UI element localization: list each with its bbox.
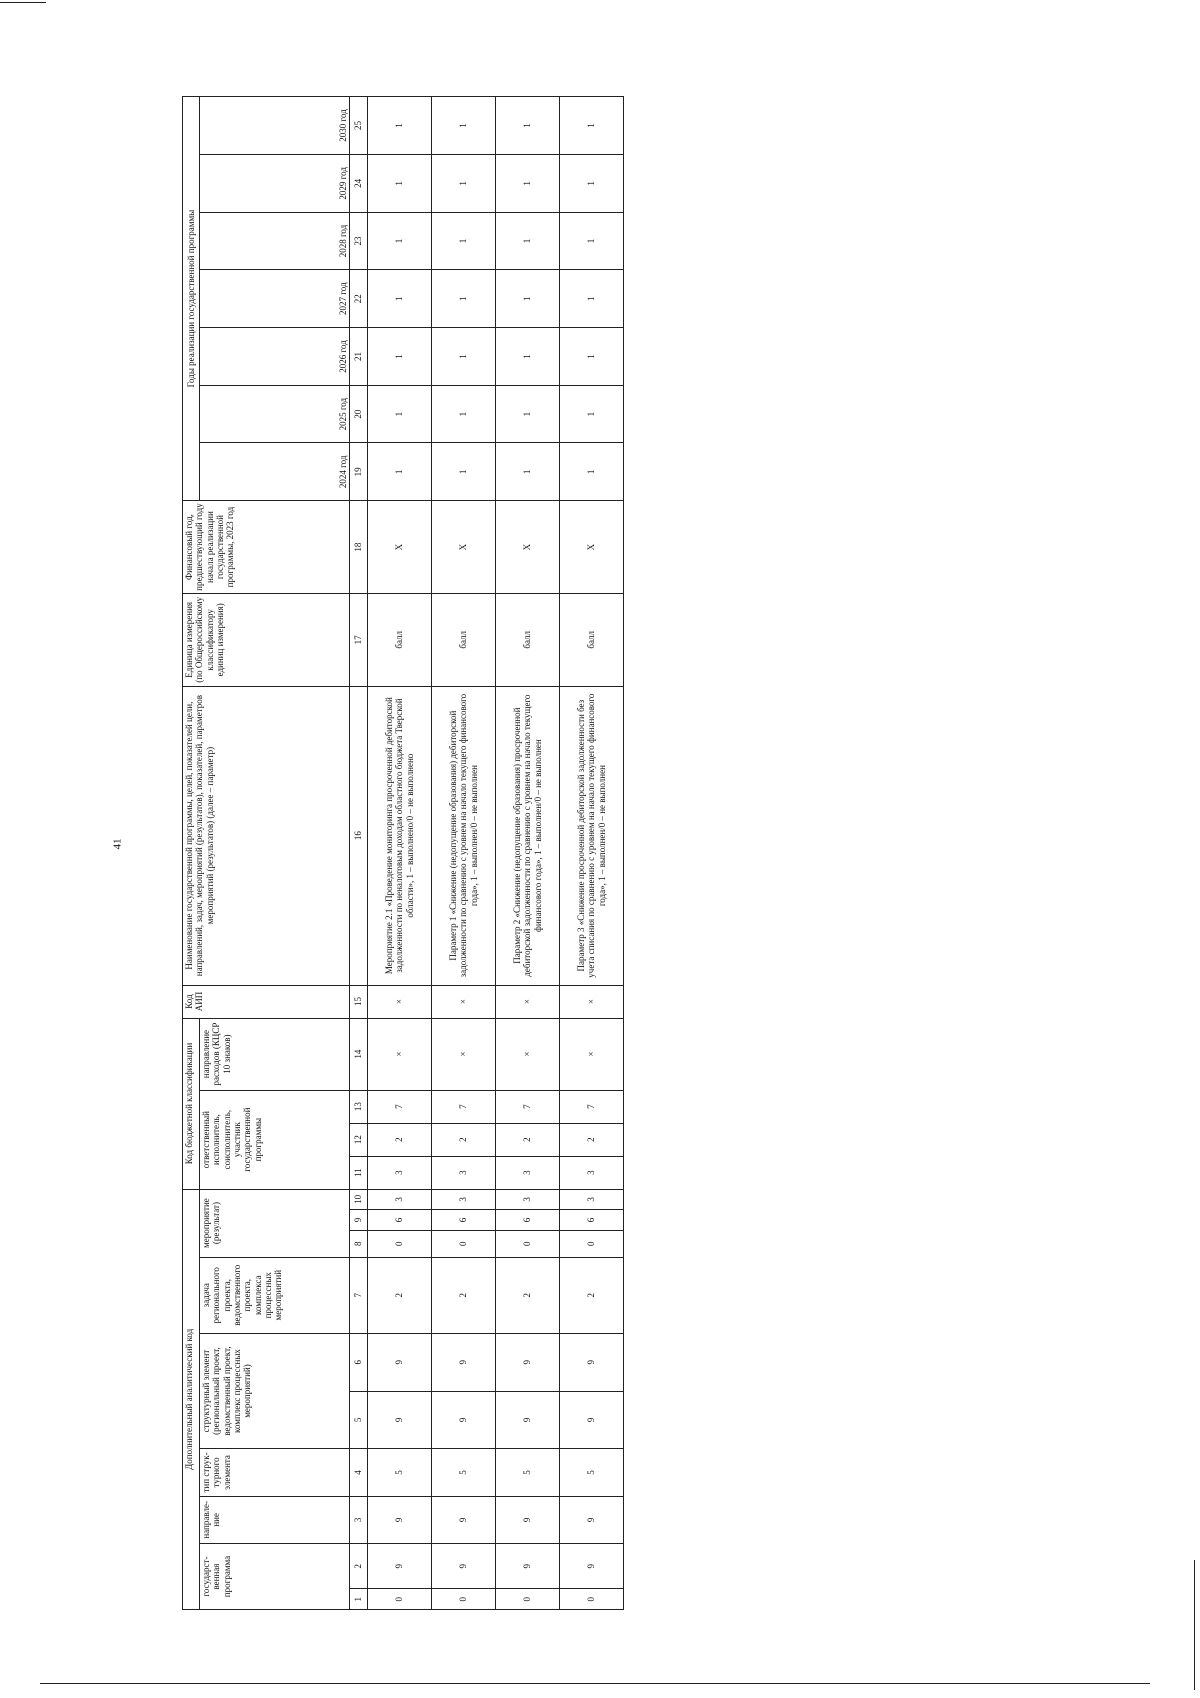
parameter-name: Мероприятие 2.1 «Проведение мониторинга просроченной дебиторской задолженности по неналоговым доходам областного бюджета Тверской области», 1 – выполнено/0 – не выполнено	[368, 686, 432, 985]
code-cell: 6	[432, 1210, 496, 1231]
year-value-cell: 1	[368, 328, 432, 386]
code-cell: 9	[560, 1333, 624, 1391]
column-number: 24	[350, 154, 368, 212]
code-cell: 9	[368, 1496, 432, 1543]
code-cell: 3	[368, 1156, 432, 1189]
year-value-cell: 1	[432, 328, 496, 386]
column-number: 19	[350, 443, 368, 501]
header-gp: государст-венная программа	[200, 1544, 350, 1610]
header-zadacha: задача регионального проекта, ведомственного проекта, комплекса процессных мероприятий	[200, 1257, 350, 1333]
scan-mark-top	[0, 2, 46, 3]
code-cell: ×	[496, 985, 560, 1018]
year-value-cell: 1	[560, 97, 624, 155]
header-mer: мероприятие (результат)	[200, 1189, 350, 1257]
fin-year-cell: Х	[496, 501, 560, 594]
column-number: 21	[350, 328, 368, 386]
code-cell: 9	[496, 1496, 560, 1543]
year-value-cell: 1	[368, 385, 432, 443]
code-cell: 9	[560, 1544, 624, 1589]
header-napr: направле-ние	[200, 1496, 350, 1543]
column-number: 12	[350, 1123, 368, 1156]
parameter-name: Параметр 2 «Снижение (недопущение образования) просроченной дебиторской задолженности по сравнению с уровнем на начало текущего финансового года», 1 – выполнен/0 – не выполнен	[496, 686, 560, 985]
unit-cell: балл	[496, 593, 560, 686]
column-number: 11	[350, 1156, 368, 1189]
header-fin-year: Финансовый год, предшествующий году начала реализации государственной программы, 2023 год	[183, 501, 350, 594]
year-value-cell: 1	[496, 328, 560, 386]
column-number: 13	[350, 1090, 368, 1123]
code-cell: 2	[432, 1257, 496, 1333]
column-number: 23	[350, 212, 368, 270]
parameter-name: Параметр 1 «Снижение (недопущение образования) дебиторской задолженности по сравнению с уровнем на начало текущего финансового года», 1 – выполнен/0 – не выполнен	[432, 686, 496, 985]
page-number: 41	[111, 838, 124, 850]
code-cell: 7	[560, 1090, 624, 1123]
code-cell: 0	[432, 1589, 496, 1610]
code-cell: 7	[432, 1090, 496, 1123]
year-value-cell: 1	[368, 443, 432, 501]
header-kod-aip: Код АИП	[183, 985, 350, 1018]
year-value-cell: 1	[432, 154, 496, 212]
code-cell: 9	[432, 1333, 496, 1391]
column-number: 25	[350, 97, 368, 155]
code-cell: 2	[368, 1257, 432, 1333]
year-value-cell: 1	[496, 443, 560, 501]
column-number: 3	[350, 1496, 368, 1543]
header-year-2024: 2024 год	[200, 443, 350, 501]
year-value-cell: 1	[432, 443, 496, 501]
year-value-cell: 1	[496, 212, 560, 270]
year-value-cell: 1	[368, 154, 432, 212]
year-value-cell: 1	[432, 97, 496, 155]
header-year-2030: 2030 год	[200, 97, 350, 155]
code-cell: 9	[368, 1391, 432, 1449]
parameter-name: Параметр 3 «Снижение просроченной дебиторской задолженности без учета списания по сравнению с уровнем на начало текущего финансового года», 1 – выполнен/0 – не выполнен	[560, 686, 624, 985]
code-cell: 9	[432, 1391, 496, 1449]
column-number: 2	[350, 1544, 368, 1589]
code-cell: 9	[432, 1496, 496, 1543]
column-number: 9	[350, 1210, 368, 1231]
year-value-cell: 1	[496, 270, 560, 328]
header-year-2028: 2028 год	[200, 212, 350, 270]
year-value-cell: 1	[368, 212, 432, 270]
column-numbers-row	[350, 97, 368, 1610]
header-unit: Единица измерения (по Общероссийскому классификатору единиц измерения)	[183, 593, 350, 686]
column-number: 8	[350, 1230, 368, 1257]
code-cell: 3	[368, 1189, 432, 1210]
table-row	[560, 97, 624, 1610]
rotated-table-container	[182, 96, 607, 1610]
header-kbk: Код бюджетной классификации	[183, 1018, 200, 1189]
header-struct: структурный элемент (региональный проект, ведомственный проект, комплекс процессных мероприятий)	[200, 1333, 350, 1448]
column-number: 16	[350, 686, 368, 985]
table-frame	[182, 96, 607, 1610]
year-value-cell: 1	[432, 385, 496, 443]
code-cell: ×	[368, 985, 432, 1018]
code-cell: 2	[432, 1123, 496, 1156]
code-cell: ×	[496, 1018, 560, 1090]
scan-mark-bottom	[40, 1683, 1150, 1684]
code-cell: 9	[496, 1333, 560, 1391]
code-cell: 9	[560, 1496, 624, 1543]
code-cell: 2	[560, 1257, 624, 1333]
table-row	[496, 97, 560, 1610]
code-cell: 2	[368, 1123, 432, 1156]
code-cell: ×	[560, 1018, 624, 1090]
code-cell: 0	[496, 1230, 560, 1257]
unit-cell: балл	[560, 593, 624, 686]
code-cell: 0	[560, 1230, 624, 1257]
code-cell: 3	[560, 1189, 624, 1210]
year-value-cell: 1	[432, 212, 496, 270]
column-number: 5	[350, 1391, 368, 1449]
year-value-cell: 1	[560, 385, 624, 443]
program-table	[182, 96, 624, 1610]
column-number: 4	[350, 1449, 368, 1496]
column-number: 22	[350, 270, 368, 328]
year-value-cell: 1	[496, 97, 560, 155]
code-cell: 0	[496, 1589, 560, 1610]
code-cell: 0	[560, 1589, 624, 1610]
code-cell: 5	[496, 1449, 560, 1496]
fin-year-cell: Х	[432, 501, 496, 594]
header-napr-rash: направление расходов (КЦСР 10 знаков)	[200, 1018, 350, 1090]
code-cell: 6	[368, 1210, 432, 1231]
code-cell: 0	[368, 1230, 432, 1257]
header-year-2026: 2026 год	[200, 328, 350, 386]
year-value-cell: 1	[560, 212, 624, 270]
column-number: 14	[350, 1018, 368, 1090]
code-cell: 3	[432, 1156, 496, 1189]
header-name: Наименование государственной программы, целей, показателей цели, направлений, задач, мероприятий (результатов), показателей, параметров мероприятий (результатов) (далее – параметр)	[183, 686, 350, 985]
code-cell: 9	[560, 1391, 624, 1449]
code-cell: 7	[496, 1090, 560, 1123]
code-cell: 2	[496, 1123, 560, 1156]
code-cell: 3	[496, 1189, 560, 1210]
year-value-cell: 1	[560, 443, 624, 501]
header-year-2025: 2025 год	[200, 385, 350, 443]
code-cell: 3	[496, 1156, 560, 1189]
header-tip: тип струк-турного элемента	[200, 1449, 350, 1496]
unit-cell: балл	[368, 593, 432, 686]
code-cell: 3	[432, 1189, 496, 1210]
code-cell: 6	[560, 1210, 624, 1231]
year-value-cell: 1	[368, 270, 432, 328]
year-value-cell: 1	[496, 154, 560, 212]
column-number: 7	[350, 1257, 368, 1333]
year-value-cell: 1	[368, 97, 432, 155]
code-cell: ×	[432, 1018, 496, 1090]
code-cell: 9	[496, 1544, 560, 1589]
code-cell: ×	[560, 985, 624, 1018]
column-number: 10	[350, 1189, 368, 1210]
code-cell: 5	[560, 1449, 624, 1496]
column-number: 20	[350, 385, 368, 443]
fin-year-cell: Х	[560, 501, 624, 594]
code-cell: 5	[432, 1449, 496, 1496]
column-number: 1	[350, 1589, 368, 1610]
year-value-cell: 1	[560, 328, 624, 386]
column-number: 6	[350, 1333, 368, 1391]
scan-mark-right	[1194, 1560, 1195, 1690]
year-value-cell: 1	[432, 270, 496, 328]
year-value-cell: 1	[560, 154, 624, 212]
code-cell: 9	[432, 1544, 496, 1589]
year-value-cell: 1	[496, 385, 560, 443]
header-dak: Дополнительный аналитический код	[183, 1189, 200, 1609]
column-number: 15	[350, 985, 368, 1018]
code-cell: ×	[432, 985, 496, 1018]
code-cell: 7	[368, 1090, 432, 1123]
table-row	[432, 97, 496, 1610]
header-otv: ответственный исполнитель, соисполнитель, участник государственной программы	[200, 1090, 350, 1189]
year-value-cell: 1	[560, 270, 624, 328]
code-cell: 0	[368, 1589, 432, 1610]
header-years-group: Годы реализации государственной программы	[183, 97, 200, 501]
code-cell: 2	[496, 1257, 560, 1333]
unit-cell: балл	[432, 593, 496, 686]
column-number: 18	[350, 501, 368, 594]
code-cell: ×	[368, 1018, 432, 1090]
code-cell: 9	[368, 1544, 432, 1589]
header-year-2029: 2029 год	[200, 154, 350, 212]
code-cell: 9	[368, 1333, 432, 1391]
header-year-2027: 2027 год	[200, 270, 350, 328]
code-cell: 9	[496, 1391, 560, 1449]
column-number: 17	[350, 593, 368, 686]
code-cell: 2	[560, 1123, 624, 1156]
code-cell: 6	[496, 1210, 560, 1231]
code-cell: 0	[432, 1230, 496, 1257]
code-cell: 3	[560, 1156, 624, 1189]
code-cell: 5	[368, 1449, 432, 1496]
table-row	[368, 97, 432, 1610]
fin-year-cell: Х	[368, 501, 432, 594]
